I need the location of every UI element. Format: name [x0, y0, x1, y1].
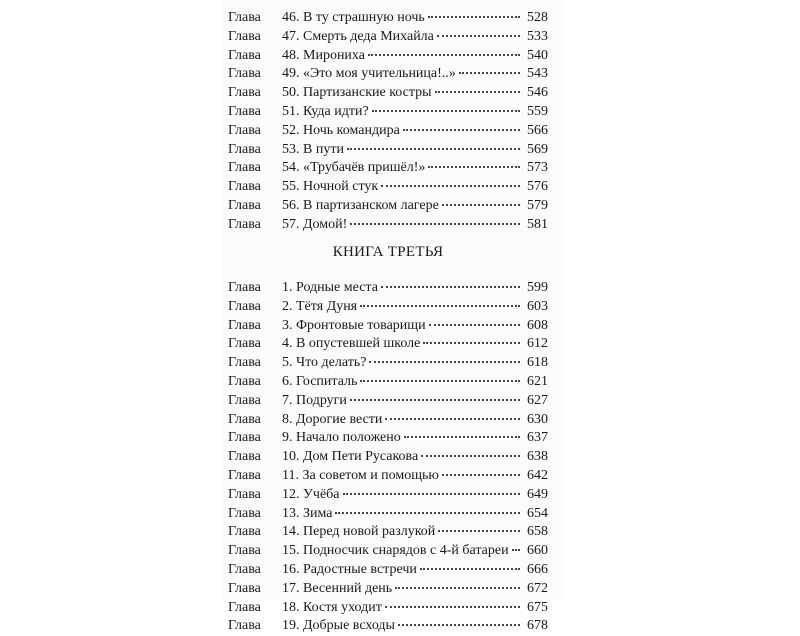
- toc-entry-label: Глава: [228, 141, 261, 157]
- toc-entry-label: Глава: [228, 160, 261, 176]
- toc-entry-label: Глава: [228, 467, 261, 483]
- dot-leader: [435, 79, 520, 93]
- toc-entry-title: 19. Добрые всходы: [282, 618, 395, 634]
- toc-entry-label: Глава: [228, 599, 261, 615]
- toc-entry-page-number: 638: [527, 449, 548, 465]
- toc-entry-label: Глава: [228, 355, 261, 371]
- toc-entry-page-number: 543: [527, 66, 548, 82]
- dot-leader: [350, 387, 520, 401]
- toc-entry-label: Глава: [228, 85, 261, 101]
- toc-entry-title: 12. Учёба: [282, 486, 340, 502]
- toc-entry-title: 46. В ту страшную ночь: [282, 10, 425, 25]
- toc-entry-label: Глава: [228, 197, 261, 213]
- section-heading: [228, 244, 548, 261]
- dot-leader: [403, 117, 520, 131]
- toc-entry-title: 4. В опустевшей школе: [282, 336, 421, 352]
- toc-entry-title: 3. Фронтовые товарищи: [282, 317, 426, 333]
- toc-entry: [228, 214, 548, 233]
- toc-entry-label: Глава: [228, 122, 261, 138]
- toc-entry-title: 52. Ночь командира: [282, 122, 400, 138]
- dot-leader: [437, 23, 520, 37]
- dot-leader: [350, 211, 520, 225]
- toc-entry-title: 51. Куда идти?: [282, 103, 369, 119]
- toc-entry-page-number: 540: [527, 47, 548, 63]
- toc-entry-page-number: 546: [527, 85, 548, 101]
- toc-entry-page-number: 630: [527, 411, 548, 427]
- toc-entry-page-number: 672: [527, 580, 548, 596]
- toc-entry-page-number: 581: [527, 216, 548, 232]
- toc-entry-title: 49. «Это моя учительница!..»: [282, 66, 456, 82]
- toc-entry-title: 53. В пути: [282, 141, 344, 157]
- toc-entry-page-number: 528: [527, 10, 548, 25]
- toc-entry-page-number: 573: [527, 160, 548, 176]
- toc-entry-page-number: 637: [527, 430, 548, 446]
- toc-entry-page-number: 642: [527, 467, 548, 483]
- toc-entry-label: Глава: [228, 280, 261, 295]
- toc-entry-label: Глава: [228, 392, 261, 408]
- toc-entry-title: 7. Подруги: [282, 392, 347, 408]
- dot-leader: [335, 500, 520, 514]
- toc-entry-label: Глава: [228, 618, 261, 634]
- toc-entry-title: 47. Смерть деда Михайла: [282, 28, 434, 44]
- dot-leader: [421, 443, 520, 457]
- toc-entry: [228, 615, 548, 634]
- toc-entry-label: Глава: [228, 28, 261, 44]
- toc-entry-page-number: 678: [527, 618, 548, 634]
- toc-entry-title: 54. «Трубачёв пришёл!»: [282, 160, 426, 176]
- dot-leader: [420, 556, 520, 570]
- dot-leader: [372, 98, 520, 112]
- toc-entry-label: Глава: [228, 317, 261, 333]
- toc-entry-page-number: 675: [527, 599, 548, 615]
- dot-leader: [512, 537, 520, 551]
- toc-entry-title: 6. Госпиталь: [282, 373, 358, 389]
- toc-entry-title: 55. Ночной стук: [282, 179, 379, 195]
- toc-entry-title: 57. Домой!: [282, 216, 348, 232]
- dot-leader: [404, 424, 520, 438]
- toc-entry-title: 1. Родные места: [282, 280, 378, 295]
- toc-entry-label: Глава: [228, 430, 261, 446]
- dot-leader: [428, 154, 520, 168]
- dot-leader: [395, 575, 520, 589]
- section-heading-text: КНИГА ТРЕТЬЯ: [332, 244, 444, 260]
- toc-entry-label: Глава: [228, 449, 261, 465]
- dot-leader: [398, 612, 520, 626]
- dot-leader: [381, 173, 520, 187]
- toc-entry-page-number: 566: [527, 122, 548, 138]
- toc-entry-title: 11. За советом и помощью: [282, 467, 439, 483]
- toc-list-part3: [228, 277, 548, 634]
- dot-leader: [381, 274, 520, 288]
- dot-leader: [343, 481, 520, 495]
- toc-entry-label: Глава: [228, 411, 261, 427]
- toc-entry-label: Глава: [228, 47, 261, 63]
- toc-entry-page-number: 666: [527, 561, 548, 577]
- dot-leader: [385, 594, 520, 608]
- toc-entry-label: Глава: [228, 336, 261, 352]
- dot-leader: [423, 330, 520, 344]
- dot-leader: [360, 293, 520, 307]
- toc-entry-title: 9. Начало положено: [282, 430, 401, 446]
- toc-entry-label: Глава: [228, 373, 261, 389]
- toc-entry-label: Глава: [228, 486, 261, 502]
- toc-entry-title: 13. Зима: [282, 505, 333, 521]
- toc-entry-title: 15. Подносчик снарядов с 4-й батареи: [282, 543, 509, 559]
- dot-leader: [368, 42, 520, 56]
- dot-leader: [360, 368, 520, 382]
- toc-entry-label: Глава: [228, 10, 261, 25]
- toc-entry-page-number: 654: [527, 505, 548, 521]
- toc-entry-title: 17. Весенний день: [282, 580, 393, 596]
- dot-leader: [442, 192, 520, 206]
- toc-entry-title: 16. Радостные встречи: [282, 561, 417, 577]
- toc-entry-title: 18. Костя уходит: [282, 599, 382, 615]
- toc-entry-label: Глава: [228, 103, 261, 119]
- toc-entry-page-number: 533: [527, 28, 548, 44]
- dot-leader: [428, 4, 520, 18]
- toc-entry-page-number: 649: [527, 486, 548, 502]
- toc-entry-page-number: 569: [527, 141, 548, 157]
- toc-entry-page-number: 599: [527, 280, 548, 295]
- toc-entry-title: 5. Что делать?: [282, 355, 367, 371]
- toc-entry-page-number: 576: [527, 179, 548, 195]
- dot-leader: [369, 349, 520, 363]
- dot-leader: [442, 462, 520, 476]
- toc-entry-label: Глава: [228, 179, 261, 195]
- toc-entry-page-number: 627: [527, 392, 548, 408]
- toc-entry-page-number: 618: [527, 355, 548, 371]
- dot-leader: [347, 136, 520, 150]
- toc-entry-page-number: 603: [527, 298, 548, 314]
- dot-leader: [459, 60, 520, 74]
- toc-entry-page-number: 658: [527, 524, 548, 540]
- toc-entry-title: 14. Перед новой разлукой: [282, 524, 436, 540]
- dot-leader: [438, 518, 520, 532]
- toc-entry-page-number: 559: [527, 103, 548, 119]
- toc-entry-label: Глава: [228, 216, 261, 232]
- toc-list-part2: [228, 7, 548, 233]
- toc-entry-title: 50. Партизанские костры: [282, 85, 432, 101]
- toc-entry-title: 2. Тётя Дуня: [282, 298, 358, 314]
- toc-entry-label: Глава: [228, 543, 261, 559]
- toc-entry-label: Глава: [228, 524, 261, 540]
- toc-entry-label: Глава: [228, 298, 261, 314]
- dot-leader: [385, 406, 520, 420]
- toc-entry-title: 48. Мирониха: [282, 47, 365, 63]
- toc-entry-page-number: 612: [527, 336, 548, 352]
- dot-leader: [429, 312, 520, 326]
- toc-entry-page-number: 579: [527, 197, 548, 213]
- toc-entry-label: Глава: [228, 561, 261, 577]
- toc-entry-label: Глава: [228, 505, 261, 521]
- toc-entry-title: 8. Дорогие вести: [282, 411, 383, 427]
- toc-entry-label: Глава: [228, 66, 261, 82]
- toc-entry-title: 10. Дом Пети Русакова: [282, 449, 419, 465]
- toc-entry-page-number: 660: [527, 543, 548, 559]
- toc-entry-label: Глава: [228, 580, 261, 596]
- toc-entry-page-number: 608: [527, 317, 548, 333]
- toc-entry-page-number: 621: [527, 373, 548, 389]
- toc-entry-title: 56. В партизанском лагере: [282, 197, 439, 213]
- toc-entry: [228, 521, 548, 540]
